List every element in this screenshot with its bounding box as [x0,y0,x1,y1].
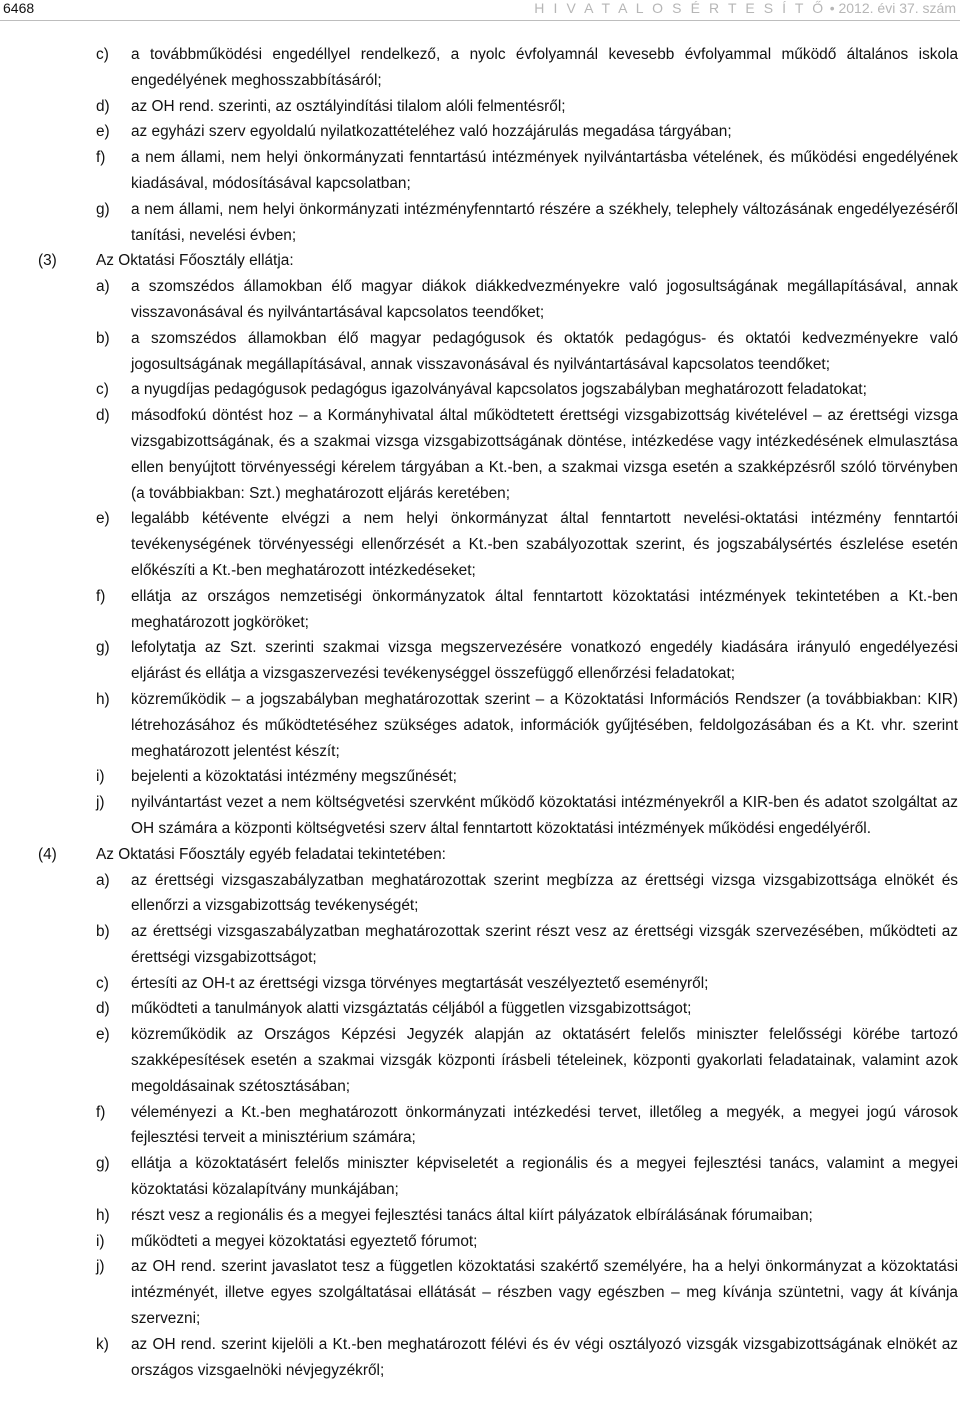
item-text: az OH rend. szerint kijelöli a Kt.-ben meghatározott félévi és év végi osztályozó vizsgák vizsgabizottságának elnökét az országos vizsgaelnöki névjegyzékről; [131,1335,958,1379]
item-marker: f) [96,587,106,605]
item-text: ellátja az országos nemzetiségi önkormányzatok által fenntartott közoktatási intézmények tekintetében a Kt.-ben meghatározott jogköröket; [131,587,958,631]
page-number: 6468 [3,0,35,16]
journal-title: H I V A T A L O S É R T E S Í T Ő [534,0,826,16]
list-item [0,971,960,997]
list-item [0,119,960,145]
list-item [0,42,960,94]
item-marker: f) [96,149,106,167]
list-item [0,790,960,842]
item-text: legalább kétévente elvégzi a nem helyi önkormányzat által fenntartott nevelési-oktatási intézmény fenntartói tevékenységének törvényességi ellenőrzését a Kt.-ben szabályozottak szerint, és jogszabálysértés észlelése esetén előkészíti a Kt.-ben meghatározott intézkedéseket; [131,510,958,579]
item-text: részt vesz a regionális és a megyei fejlesztési tanács által kiírt pályázatok elbírálásának fórumaiban; [131,1206,813,1224]
list-item [0,1229,960,1255]
item-text: az OH rend. szerinti, az osztályindítási tilalom alóli felmentésről; [131,97,566,115]
item-text: nyilvántartást vezet a nem költségvetési szervként működő közoktatási intézményekről a KIR-ben és adatot szolgáltat az OH számára a központi költségvetési szerv által fenntartott közoktatási intézmények működési engedélyéről. [131,794,958,837]
journal-info [534,1,956,15]
list-item [0,403,960,506]
list-item [0,868,960,920]
item-marker: a) [96,278,110,296]
item-marker: k) [96,1335,109,1353]
item-text: a nem állami, nem helyi önkormányzati intézményfenntartó részére a székhely, telephely változásának engedélyezéséről tanítási, nevelési évben; [131,200,958,244]
list-item [0,274,960,326]
item-marker: a) [96,871,110,889]
item-marker: d) [96,1000,110,1018]
item-text: a nyugdíjas pedagógusok pedagógus igazolványával kapcsolatos jogszabályban meghatározott feladatokat; [131,381,867,399]
list-item [0,197,960,249]
item-text: működteti a megyei közoktatási egyeztető fórumot; [131,1232,478,1250]
item-text: a nem állami, nem helyi önkormányzati fenntartású intézmények nyilvántartásba vételének, és működési engedélyének kiadásával, módosításával kapcsolatban; [131,149,958,192]
item-text: az érettségi vizsgaszabályzatban meghatározottak szerint részt vesz az érettségi vizsgák szervezésében, működteti az érettségi vizsgabizottságot; [131,923,958,966]
item-marker: b) [96,329,110,347]
item-text: véleményezi a Kt.-ben meghatározott önkormányzati intézkedési tervet, illetőleg a megyék, a megyei jogú városok fejlesztési terveit a minisztérium számára; [131,1103,958,1147]
item-marker: j) [96,794,105,812]
section-3-list [0,274,960,842]
item-text: közreműködik – a jogszabályban meghatározottak szerint – a Közoktatási Információs Rendszer (a továbbiakban: KIR) létrehozásához és működtetéséhez szükséges adatok, információk gyűjtésében, feldolgozásában és a Kt. vhr. szerint meghatározott jelentést készít; [131,690,958,760]
list-item [0,145,960,197]
section-3-heading [0,248,960,274]
list-item [0,584,960,636]
list-block-continued [0,42,960,248]
list-item [0,326,960,378]
item-marker: i) [96,1232,105,1250]
item-marker: h) [96,690,110,708]
list-item [0,377,960,403]
list-item [0,1203,960,1229]
item-marker: f) [96,1103,106,1121]
list-item [0,919,960,971]
list-item [0,996,960,1022]
separator-bullet: • [829,0,835,16]
list-item [0,635,960,687]
item-marker: g) [96,1155,110,1173]
item-text: a szomszédos államokban élő magyar diákok diákkedvezményekre való jogosultságának megállapításával, annak visszavonásával és nyilvántartásával kapcsolatos teendőket; [131,278,958,321]
item-marker: d) [96,407,110,425]
item-text: az OH rend. szerint javaslatot tesz a független közoktatási szakértő személyére, ha a helyi önkormányzat a közoktatási intézményét, illetve egyes szolgáltatásai ellátását – részben vagy egészben – meg kívánja szüntetni, vagy át kívánja szervezni; [131,1258,958,1328]
section-number: (4) [38,845,57,863]
list-item [0,687,960,764]
header-divider [0,20,960,21]
section-4-heading [0,842,960,868]
section-4-list [0,868,960,1384]
item-marker: g) [96,200,110,218]
item-marker: c) [96,46,109,63]
item-text: működteti a tanulmányok alatti vizsgáztatás céljából a független vizsgabizottságot; [131,1000,692,1018]
item-marker: c) [96,974,109,992]
item-marker: g) [96,639,110,657]
document-body [0,42,960,1383]
item-text: másodfokú döntést hoz – a Kormányhivatal által működtetett érettségi vizsgabizottság kivételével – az érettségi vizsga vizsgabizottságának, és a szakmai vizsga vizsgabizottságának döntése, intézkedése vagy intézkedésének elmulasztása ellen benyújtott törvényességi kérelem tárgyában a Kt.-ben, a szakmai vizsga esetén a szakképzésről szóló törvényben (a továbbiakban: Szt.) meghatározott eljárás keretében; [131,407,958,502]
item-marker: j) [96,1258,105,1276]
item-marker: b) [96,923,110,941]
list-item [0,1022,960,1099]
item-text: bejelenti a közoktatási intézmény megszűnését; [131,768,457,786]
list-item [0,1332,960,1384]
item-text: a továbbműködési engedéllyel rendelkező, a nyolc évfolyamnál kevesebb évfolyammal működő általános iskola engedélyének meghosszabbításáról; [131,46,958,89]
item-marker: e) [96,123,110,141]
item-marker: e) [96,510,110,528]
list-item [0,506,960,583]
item-marker: d) [96,97,110,115]
item-marker: i) [96,768,105,786]
item-marker: h) [96,1206,110,1224]
item-text: közreműködik az Országos Képzési Jegyzék alapján az oktatásért felelős miniszter felelősségi körébe tartozó szakképesítések esetén a szakmai vizsgák központi írásbeli tételeinek, központi gyakorlati feladatainak, valamint azok megoldásainak szétosztásában; [131,1026,958,1095]
page-header [0,0,960,26]
list-item [0,764,960,790]
list-item [0,1254,960,1331]
section-title: Az Oktatási Főosztály ellátja: [96,252,294,270]
item-text: ellátja a közoktatásért felelős miniszter képviseletét a regionális és a megyei fejlesztési tanács, valamint a megyei közoktatási közalapítvány munkájában; [131,1155,958,1199]
section-number: (3) [38,252,57,270]
list-item [0,1151,960,1203]
list-item [0,94,960,120]
list-item [0,1100,960,1152]
section-title: Az Oktatási Főosztály egyéb feladatai tekintetében: [96,845,446,863]
item-marker: e) [96,1026,110,1044]
item-text: értesíti az OH-t az érettségi vizsga törvényes megtartását veszélyeztető eseményről; [131,974,709,992]
item-text: az egyházi szerv egyoldalú nyilatkozattételéhez való hozzájárulás megadása tárgyában; [131,123,732,141]
item-text: a szomszédos államokban élő magyar pedagógusok és oktatók pedagógus- és oktatói kedvezményekre való jogosultságának megállapításával, annak visszavonásával és nyilvántartásával kapcsolatos teendőket; [131,329,958,373]
item-text: lefolytatja az Szt. szerinti szakmai vizsga megszervezésére vonatkozó engedély kiadására irányuló engedélyezési eljárást és ellátja a vizsgaszervezési tevékenységgel összefüggő ellenőrzési feladatokat; [131,639,958,683]
item-marker: c) [96,381,109,399]
item-text: az érettségi vizsgaszabályzatban meghatározottak szerint megbízza az érettségi vizsga vizsgabizottsága elnökét és ellenőrzi a vizsgabizottság tevékenységét; [131,871,958,915]
issue-number: 2012. évi 37. szám [838,0,956,16]
